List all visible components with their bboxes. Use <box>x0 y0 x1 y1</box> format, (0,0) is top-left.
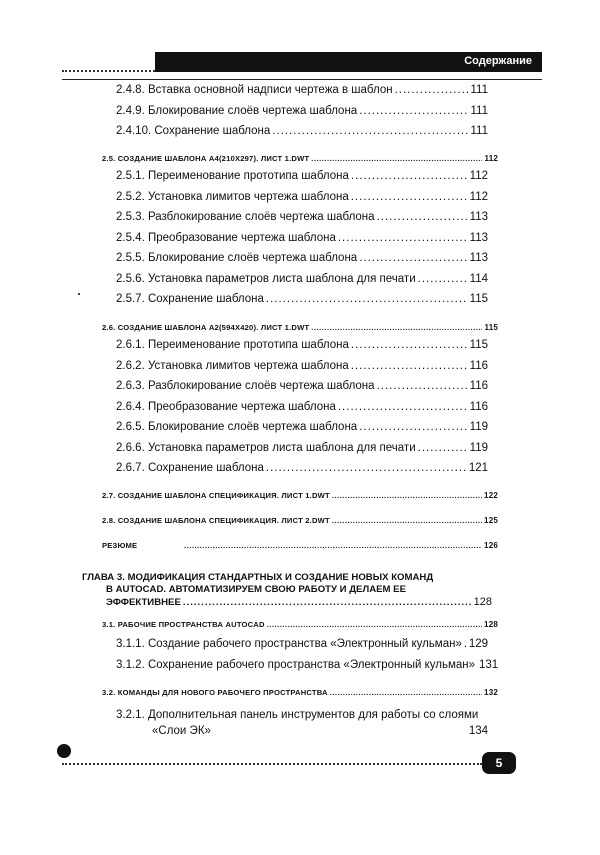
entry-title: Блокирование слоёв чертежа шаблона <box>147 421 358 433</box>
toc-entry-3-2-1[interactable] <box>116 707 488 739</box>
entry-number: 2.6.6. <box>116 442 145 454</box>
entry-page: 112 <box>469 191 488 203</box>
entry-title: Разблокирование слоёв чертежа шаблона <box>147 211 375 223</box>
entry-page: 119 <box>469 442 488 454</box>
section-title: 2.5. СОЗДАНИЕ ШАБЛОНА А4(210Х297). ЛИСТ 1.DWT <box>102 154 310 163</box>
entry-number: 2.5.3. <box>116 211 145 223</box>
entry-page: 116 <box>469 380 488 392</box>
toc-entry-2-6-5[interactable] <box>116 421 488 433</box>
entry-number: 2.5.2. <box>116 191 145 203</box>
entry-title: Сохранение рабочего пространства «Электронный кульман» <box>147 659 476 671</box>
section-title: 2.8. СОЗДАНИЕ ШАБЛОНА СПЕЦИФИКАЦИЯ. ЛИСТ 2.DWT <box>102 516 330 525</box>
entry-page: 111 <box>470 125 488 137</box>
dot-leader <box>351 339 468 351</box>
entry-page: 115 <box>469 339 488 351</box>
entry-title-continued: «Слои ЭК» <box>152 725 211 737</box>
dot-leader <box>267 620 482 629</box>
toc-entry-2-6-7[interactable] <box>116 462 488 474</box>
section-page: 128 <box>484 620 498 629</box>
entry-number: 2.6.7. <box>116 462 145 474</box>
dot-leader <box>351 191 468 203</box>
entry-title: Дополнительная панель инструментов для работы со слоями <box>147 709 479 721</box>
dot-leader <box>351 360 468 372</box>
toc-entry-2-4-10[interactable] <box>116 125 488 137</box>
entry-page: 116 <box>469 401 488 413</box>
chapter-title-line: В AUTOCAD. АВТОМАТИЗИРУЕМ СВОЮ РАБОТУ И ДЕЛАЕМ ЕЕ <box>106 584 406 595</box>
entry-title: Блокирование слоёв чертежа шаблона <box>147 252 358 264</box>
footer-dotted-rule <box>62 763 482 765</box>
toc-entry-2-4-9[interactable] <box>116 105 488 117</box>
entry-number: 3.1.2. <box>116 659 145 671</box>
toc-entry-3-1-1[interactable] <box>116 638 488 650</box>
toc-entry-2-5-6[interactable] <box>116 273 488 285</box>
toc-section-2-5[interactable] <box>102 154 498 163</box>
dot-leader <box>359 252 467 264</box>
dot-leader <box>330 688 482 697</box>
entry-number: 3.1.1. <box>116 638 145 650</box>
entry-page: 131 <box>479 659 499 671</box>
page-number-badge: 5 <box>482 752 516 774</box>
entry-page: 129 <box>468 638 488 650</box>
dot-leader <box>359 421 467 433</box>
dot-leader <box>311 154 482 163</box>
section-page: 125 <box>484 516 498 525</box>
dot-leader <box>464 638 467 650</box>
entry-page: 111 <box>470 84 488 96</box>
entry-title: Переименование прототипа шаблона <box>147 170 349 182</box>
dot-leader <box>184 541 482 550</box>
entry-title: Блокирование слоёв чертежа шаблона <box>147 105 358 117</box>
bullet-marker <box>57 744 71 758</box>
entry-title: Создание рабочего пространства «Электронный кульман» <box>147 638 462 650</box>
entry-number: 2.5.1. <box>116 170 145 182</box>
toc-resume[interactable] <box>102 541 498 550</box>
entry-page: 115 <box>469 293 488 305</box>
toc-entry-2-5-5[interactable] <box>116 252 488 264</box>
dot-leader <box>272 125 468 137</box>
dot-leader <box>359 105 468 117</box>
toc-entry-2-6-6[interactable] <box>116 442 488 454</box>
toc-section-2-7[interactable] <box>102 491 498 500</box>
section-page: 122 <box>484 491 498 500</box>
dot-leader <box>311 323 482 332</box>
dot-leader <box>377 211 468 223</box>
entry-number: 2.6.1. <box>116 339 145 351</box>
entry-number: 2.6.4. <box>116 401 145 413</box>
entry-number: 2.4.10. <box>116 125 152 137</box>
dot-leader <box>183 597 472 609</box>
toc-chapter-3[interactable] <box>82 572 492 609</box>
entry-number: 2.5.5. <box>116 252 145 264</box>
entry-title: Сохранение шаблона <box>147 462 264 474</box>
header-title: Содержание <box>464 55 532 67</box>
chapter-title-line: ГЛАВА 3. МОДИФИКАЦИЯ СТАНДАРТНЫХ И СОЗДАНИЕ НОВЫХ КОМАНД <box>82 572 434 583</box>
section-title: 3.2. КОМАНДЫ ДЛЯ НОВОГО РАБОЧЕГО ПРОСТРАНСТВА <box>102 688 328 697</box>
entry-number: 2.6.5. <box>116 421 145 433</box>
entry-page: 113 <box>469 252 488 264</box>
toc-entry-2-5-1[interactable] <box>116 170 488 182</box>
entry-number: 2.5.6. <box>116 273 145 285</box>
toc-section-3-2[interactable] <box>102 688 498 697</box>
dot-leader <box>266 293 468 305</box>
section-title: 2.7. СОЗДАНИЕ ШАБЛОНА СПЕЦИФИКАЦИЯ. ЛИСТ 1.DWT <box>102 491 330 500</box>
dot-leader <box>338 401 468 413</box>
toc-entry-2-6-2[interactable] <box>116 360 488 372</box>
entry-number: 2.4.8. <box>116 84 145 96</box>
section-page: 112 <box>484 154 498 163</box>
section-page: 126 <box>484 541 498 550</box>
entry-title: Сохранение шаблона <box>147 293 264 305</box>
toc-entry-2-4-8[interactable] <box>116 84 488 96</box>
entry-number: 2.5.7. <box>116 293 145 305</box>
entry-title: Установка параметров листа шаблона для печати <box>147 442 416 454</box>
dot-leader <box>395 84 469 96</box>
section-title: 3.1. РАБОЧИЕ ПРОСТРАНСТВА AUTOCAD <box>102 620 265 629</box>
toc-entry-2-5-3[interactable] <box>116 211 488 223</box>
entry-number: 2.4.9. <box>116 105 145 117</box>
toc-entry-2-6-1[interactable] <box>116 339 488 351</box>
entry-page: 112 <box>469 170 488 182</box>
entry-page: 121 <box>468 462 488 474</box>
entry-page: 116 <box>469 360 488 372</box>
section-page: 132 <box>484 688 498 697</box>
entry-page: 111 <box>470 105 488 117</box>
dot-leader <box>332 491 482 500</box>
toc-entry-2-6-3[interactable] <box>116 380 488 392</box>
toc-entry-2-5-7[interactable] <box>116 293 488 305</box>
toc-section-2-6[interactable] <box>102 323 498 332</box>
section-page: 115 <box>484 323 498 332</box>
entry-title: Установка параметров листа шаблона для печати <box>147 273 416 285</box>
dot-leader <box>418 442 468 454</box>
entry-title: Установка лимитов чертежа шаблона <box>147 360 349 372</box>
dot-leader <box>338 232 468 244</box>
toc-entry-2-5-4[interactable] <box>116 232 488 244</box>
entry-number: 2.6.2. <box>116 360 145 372</box>
dot-leader <box>351 170 468 182</box>
entry-title: Разблокирование слоёв чертежа шаблона <box>147 380 375 392</box>
chapter-page: 128 <box>473 596 492 608</box>
section-title: РЕЗЮМЕ <box>102 541 138 550</box>
entry-title: Переименование прототипа шаблона <box>147 339 349 351</box>
entry-page: 119 <box>469 421 488 433</box>
dot-leader <box>266 462 467 474</box>
entry-page: 134 <box>468 725 488 737</box>
entry-number: 2.6.3. <box>116 380 145 392</box>
entry-number: 3.2.1. <box>116 709 145 721</box>
section-title: 2.6. СОЗДАНИЕ ШАБЛОНА А2(594Х420). ЛИСТ 1.DWT <box>102 323 310 332</box>
toc-section-2-8[interactable] <box>102 516 498 525</box>
toc-entry-2-5-2[interactable] <box>116 191 488 203</box>
toc-entry-2-6-4[interactable] <box>116 401 488 413</box>
entry-page: 113 <box>469 211 488 223</box>
toc-section-3-1[interactable] <box>102 620 498 629</box>
entry-title: Преобразование чертежа шаблона <box>147 401 336 413</box>
chapter-title-line: ЭФФЕКТИВНЕЕ <box>106 597 181 608</box>
entry-page: 114 <box>469 273 488 285</box>
entry-page: 113 <box>469 232 488 244</box>
toc-entry-3-1-2[interactable] <box>116 659 499 671</box>
entry-title: Установка лимитов чертежа шаблона <box>147 191 349 203</box>
entry-number: 2.5.4. <box>116 232 145 244</box>
dot-leader <box>377 380 468 392</box>
entry-title: Преобразование чертежа шаблона <box>147 232 336 244</box>
entry-title: Сохранение шаблона <box>154 125 271 137</box>
entry-title: Вставка основной надписи чертежа в шаблон <box>147 84 393 96</box>
dot-leader <box>418 273 468 285</box>
dot-leader <box>332 516 482 525</box>
